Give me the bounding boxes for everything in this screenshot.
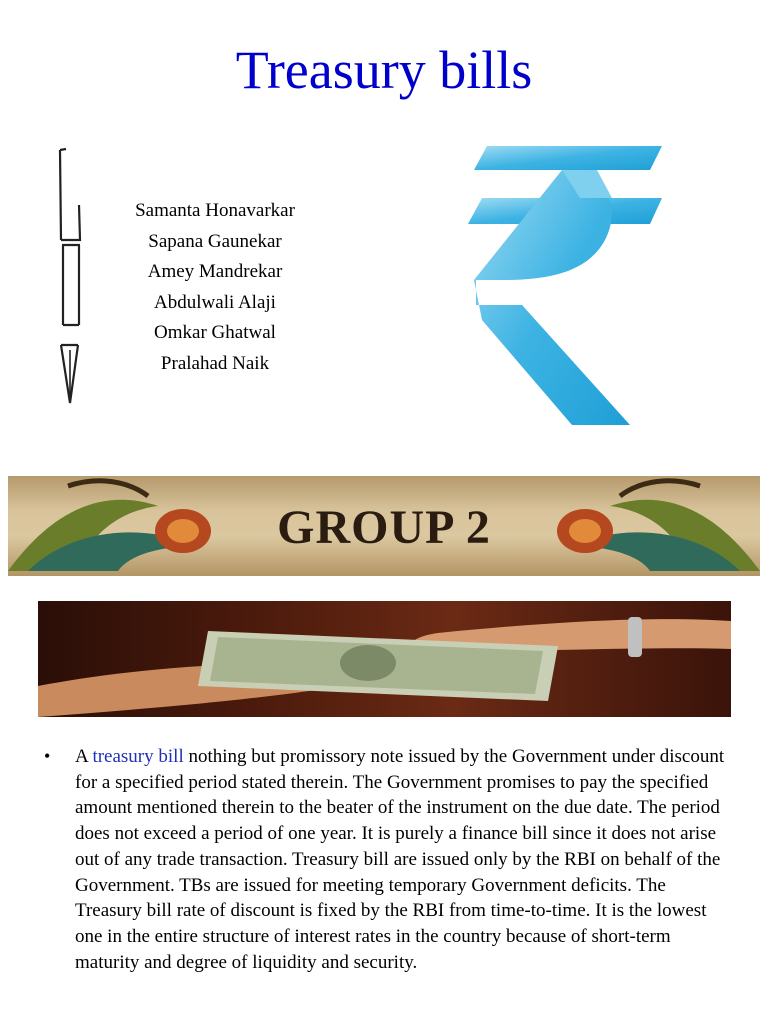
member-name: Sapana Gaunekar <box>148 230 282 252</box>
member-name: Omkar Ghatwal <box>154 322 276 344</box>
bullet-paragraph <box>75 744 730 975</box>
treasury-bill-link[interactable]: treasury bill <box>92 746 184 767</box>
member-name: Abdulwali Alaji <box>154 291 276 313</box>
member-name: Pralahad Naik <box>160 352 270 374</box>
bullet-marker: • <box>44 746 51 766</box>
group-banner <box>8 476 760 576</box>
rupee-icon <box>462 140 672 430</box>
pen-doodle-icon <box>48 145 88 410</box>
member-name: Amey Mandrekar <box>147 261 283 283</box>
slide-title: Treasury bills <box>235 40 533 100</box>
banner-title: GROUP 2 <box>277 501 491 554</box>
money-exchange-photo <box>38 601 731 717</box>
paragraph-lead: A <box>75 746 93 767</box>
hands-with-banknote-icon <box>38 601 731 717</box>
bullet-list <box>40 744 730 975</box>
member-name: Samanta Honavarkar <box>135 200 295 221</box>
member-list <box>110 196 320 380</box>
paragraph-body: nothing but promissory note issued by the Government under discount for a specified period stated therein. The Government promises to pay the specified amount mentioned therein to the beater of the instrument on the due date. The period does not exceed a period of one year. It is purely a finance bill since it does not arise out of any trade transaction. Treasury bill are issued only by the RBI on behalf of the Government. TBs are issued for meeting temporary Government deficits. The Treasury bill rate of discount is fixed by the RBI from time-to-time. It is the lowest one in the entire structure of interest rates in the country because of short-term maturity and degree of liquidity and security. <box>75 746 725 973</box>
